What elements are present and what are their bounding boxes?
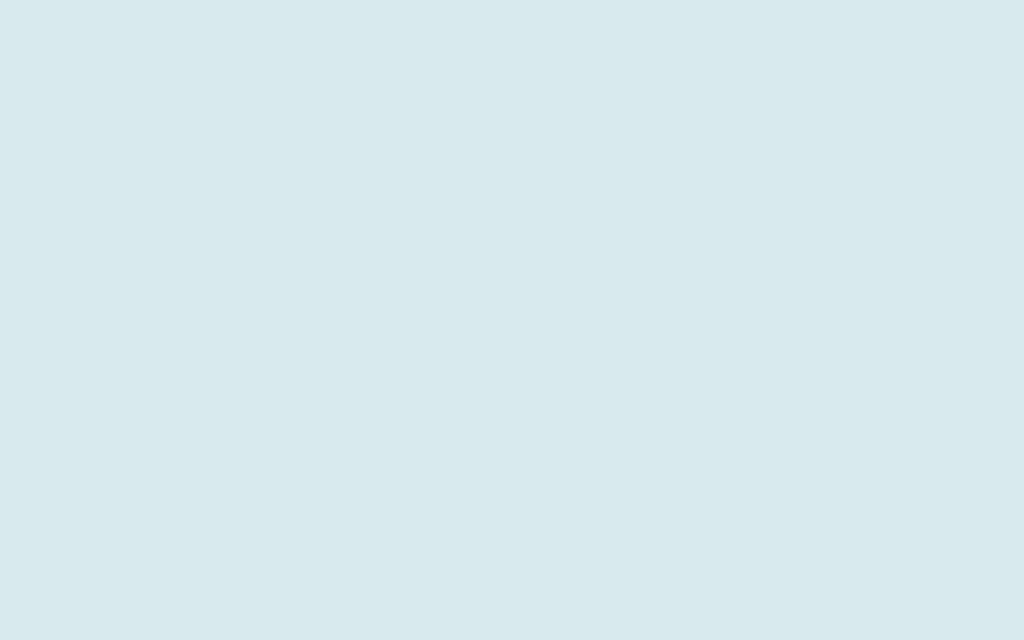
water-level-chart xyxy=(576,432,968,612)
